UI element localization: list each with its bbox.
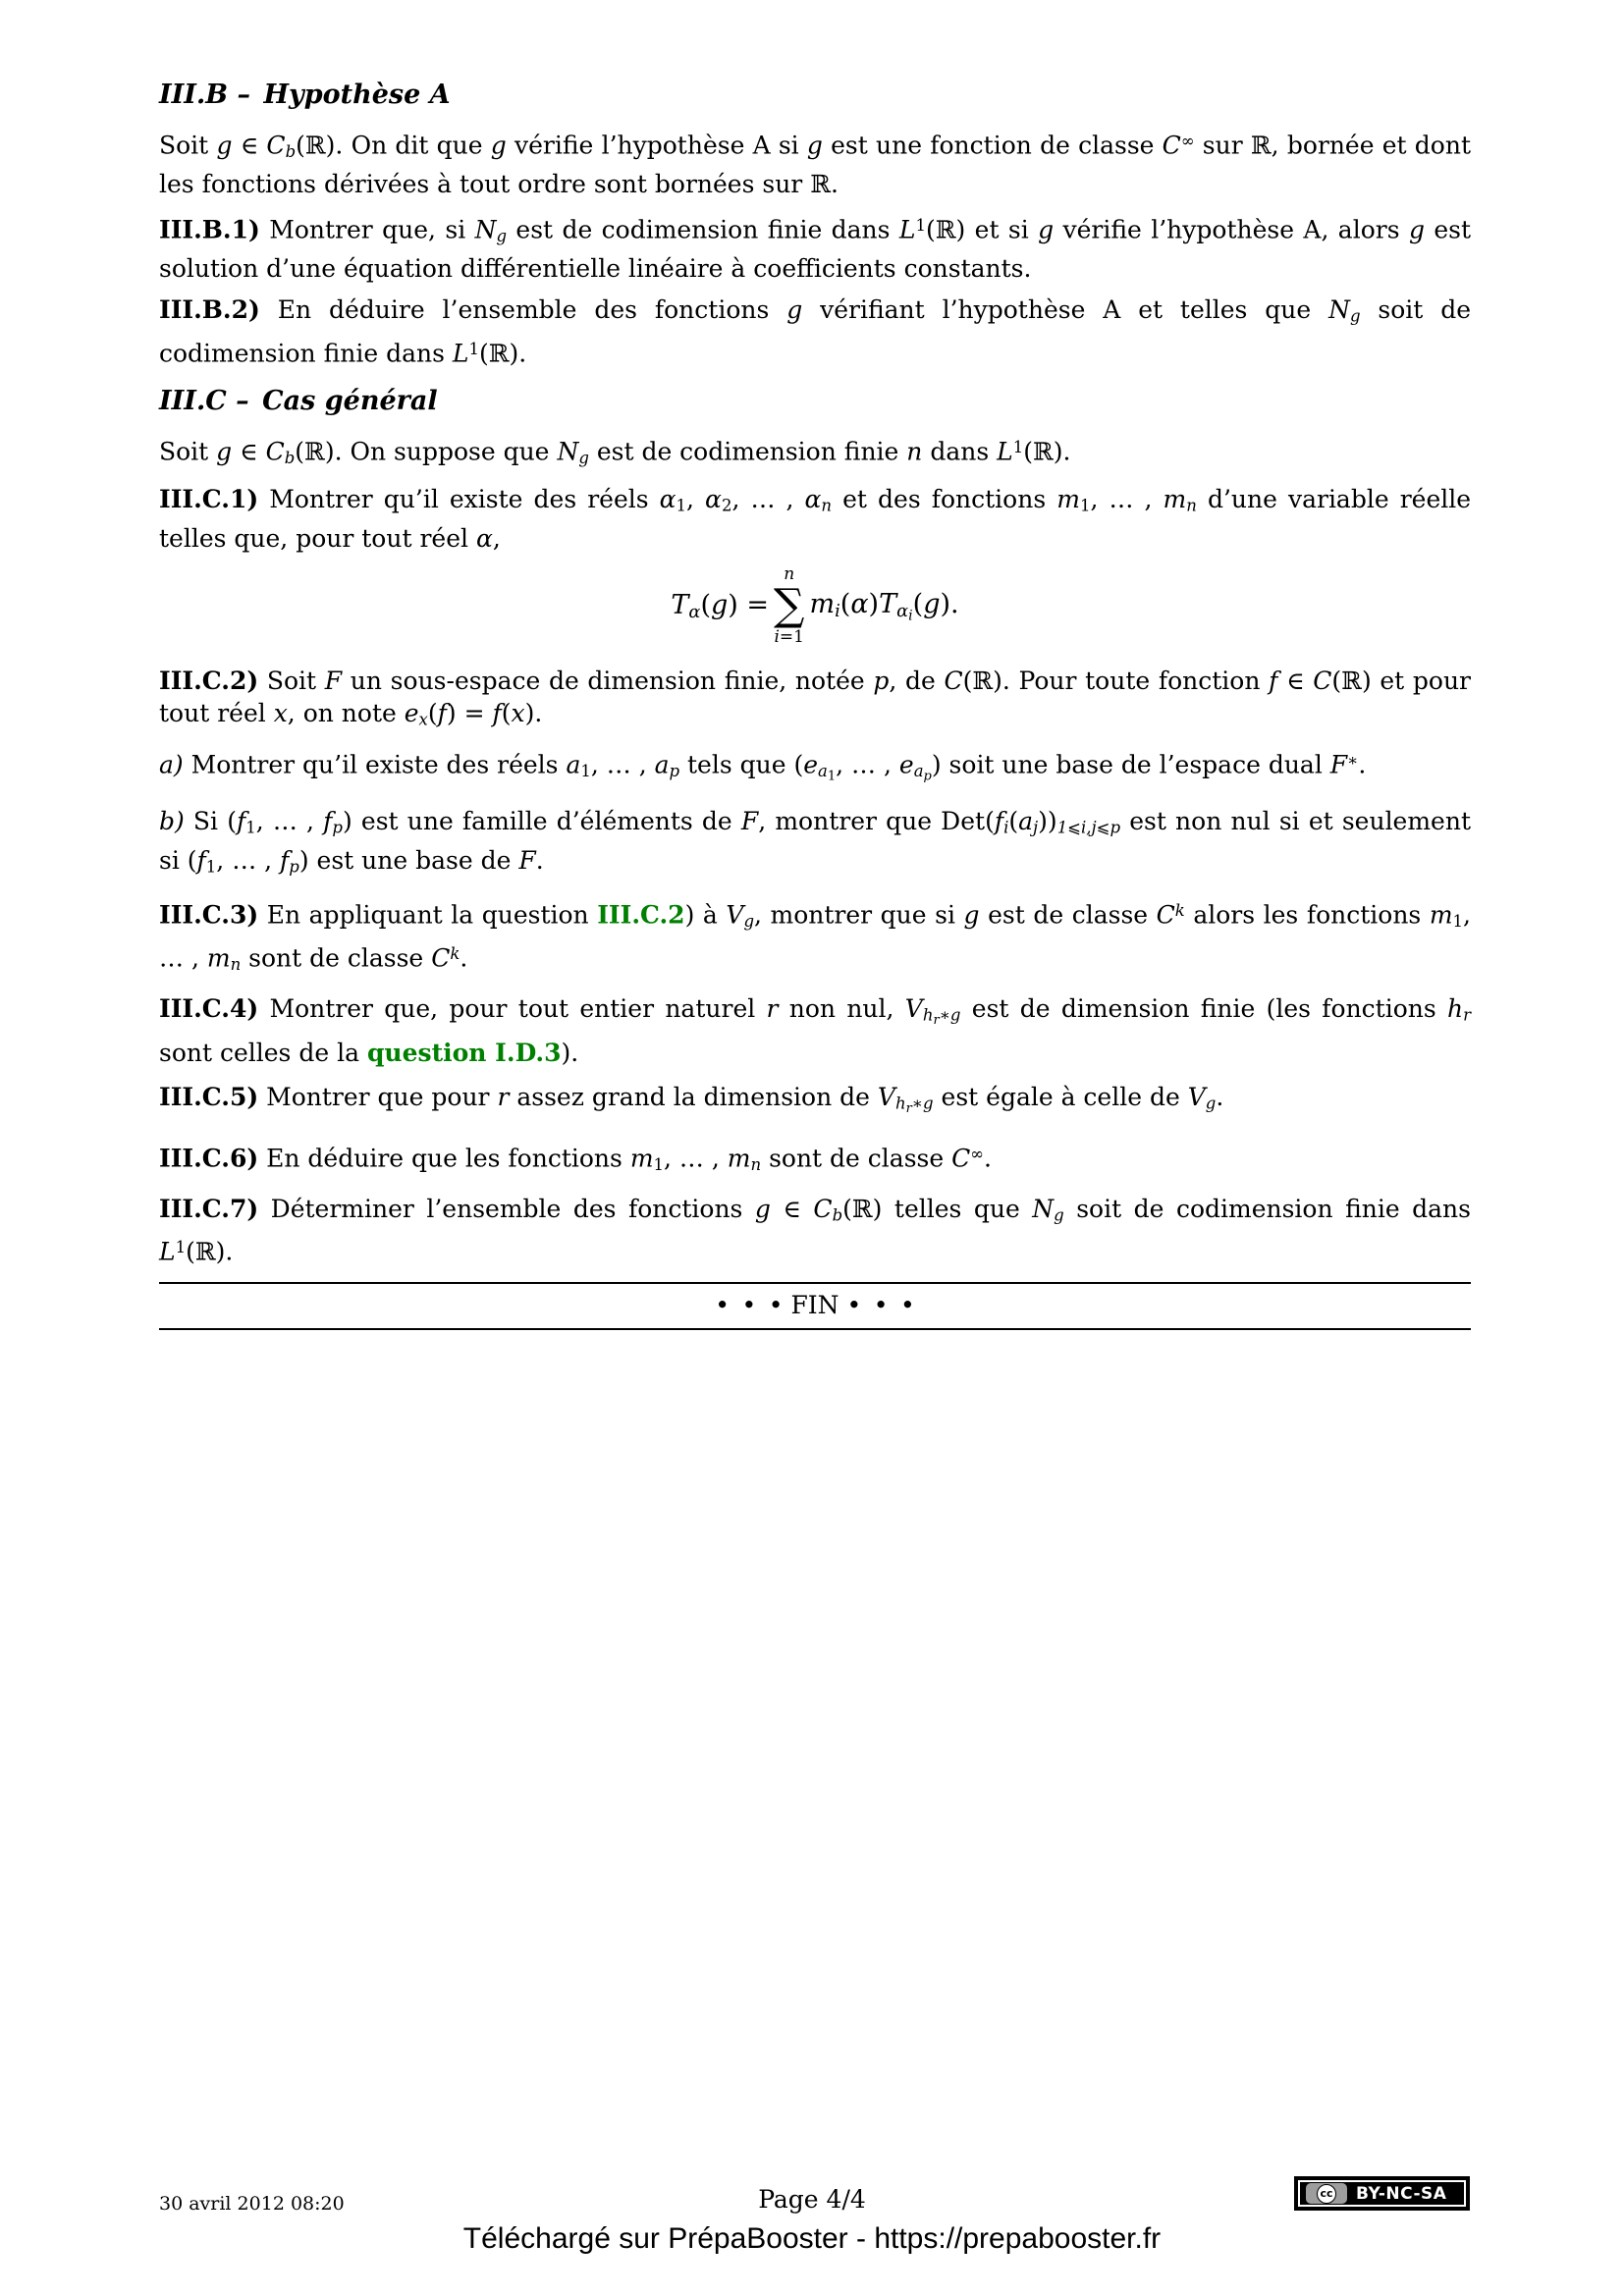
text-run: r [1463,1005,1471,1025]
text-run: Soit [159,131,217,160]
text-run: 1 [827,770,837,784]
text-run: e [404,698,419,727]
footer-page-number: Page 4/4 [758,2185,866,2214]
text-run: ∗g [939,1005,961,1025]
text-run: g [754,1194,771,1223]
fin-label: • • • FIN • • • [715,1290,915,1319]
text-run: , de [889,666,945,695]
text-run: (ℝ). On suppose que [295,437,558,466]
text-run: a) [159,750,184,779]
summation-operator [774,563,805,647]
text-run: 1 [1452,912,1464,932]
text-run: α [688,602,701,623]
text-run: f [492,698,502,727]
question-IIIC2 [159,665,1471,736]
text-run: C [951,1144,971,1173]
text-run: x [273,698,288,727]
text-run: g [578,449,589,468]
text-run: α [475,523,493,553]
text-run: III.B – Hypothèse A [159,80,451,110]
text-run: dans [922,437,998,466]
text-run: (ℝ). Pour toute fonction [962,666,1270,695]
text-run: g [1205,1095,1217,1114]
text-run: h [1447,994,1464,1024]
text-run: r [497,1083,510,1112]
text-run: f [994,807,1004,835]
text-run: g [710,590,729,621]
text-run: est une fonction de classe [822,131,1163,160]
text-run: ) = [728,590,770,621]
text-run: ). [524,698,543,727]
text-run: , on note [287,698,405,727]
text-run: L [452,339,469,368]
text-run: g [490,131,507,160]
sum-lower-limit [774,628,804,647]
text-run: , … , [216,845,281,875]
text-run: a [913,762,924,781]
cross-reference-link[interactable]: question I.D.3 [366,1039,562,1068]
text-run: m [629,1144,654,1173]
text-run: (ℝ). [1023,437,1071,466]
text-run: 1 [653,1154,665,1174]
question-IIIC6 [159,1138,1471,1181]
text-run: , … , [590,750,655,779]
text-run: III.C.6) [159,1144,259,1173]
text-run: III.C – Cas général [159,386,438,417]
text-run: C [1162,131,1181,160]
text-run: f [323,807,333,835]
text-run: , … , [1090,485,1164,514]
text-run: est de codimension finie [588,437,907,466]
text-run: assez grand la dimension de [509,1083,878,1112]
text-run: i [908,608,913,624]
text-run: , … , [255,807,324,835]
text-run: V [904,994,923,1024]
text-run: 1 [580,762,591,781]
text-run: p [669,762,680,781]
text-run: ∞ [1180,132,1195,150]
display-equation [159,563,1471,647]
text-run: vérifiant l’hypothèse A et telles que [802,295,1329,325]
question-IIIC5 [159,1081,1471,1125]
text-run: . [984,1144,992,1173]
text-run: ( [427,698,438,727]
text-run: sont celles de la [159,1039,367,1068]
text-run: Montrer que, pour tout entier naturel [258,994,767,1024]
text-run: α [705,485,722,514]
text-run: Soit [258,666,325,695]
text-run: F [1329,750,1348,779]
text-run: f [236,807,246,835]
text-run: L [159,1237,176,1266]
text-run: x [511,698,525,727]
section-heading-IIIC [159,385,1471,417]
text-run: a [818,762,828,781]
text-run: ( [700,590,711,621]
text-run: C [944,666,963,695]
end-separator [159,1282,1471,1330]
text-run: g [1038,215,1055,244]
text-run: Montrer que pour [258,1083,498,1112]
text-run: ) [868,588,880,619]
text-run: g [216,437,233,466]
text-run: En déduire l’ensemble des fonctions [259,295,787,325]
text-run: alors les fonctions [1184,900,1430,930]
text-run: ∈ [232,131,267,160]
question-IIIB2 [159,294,1471,369]
text-run: (ℝ). [479,339,527,368]
text-run: ) = [446,698,493,727]
text-run: 1 [1079,496,1091,515]
text-run: est solution d’une équation différentielle linéaire à coefficients constants. [159,215,1472,284]
text-run: n [906,437,923,466]
text-run: ) soit une base de l’espace dual [931,750,1330,779]
text-run: Soit [159,437,217,466]
text-run: C [1156,900,1175,930]
text-run: III.C.2) [159,666,259,695]
text-run: ) est une famille d’éléments de [342,807,741,835]
text-run: 1 [676,496,687,515]
text-run: m [1429,900,1453,930]
text-run: un sous-espace de dimension finie, notée [342,666,874,695]
text-run: p [873,666,890,695]
text-run: p [923,770,932,784]
text-run: (ℝ). On dit que [296,131,491,160]
text-run: h [894,1095,906,1114]
text-run: sont de classe [761,1144,952,1173]
text-run: est de codimension finie dans [507,215,899,244]
text-run: vérifie l’hypothèse A, alors [1054,215,1409,244]
question-IIIC1 [159,483,1471,555]
text-run: F [324,666,343,695]
text-run: α [659,485,677,514]
text-run: a [654,750,670,779]
text-run: Montrer qu’il existe des réels [183,750,567,779]
text-run: C [265,437,285,466]
text-run: f [196,845,206,875]
text-run: e [898,750,914,779]
text-run: En déduire que les fonctions [258,1144,630,1173]
text-run: T [879,588,897,619]
text-run: vérifie l’hypothèse A si [506,131,807,160]
text-run: n [230,955,242,975]
text-run: m [206,943,231,973]
text-run: (ℝ) et si [925,215,1039,244]
text-run: ) est une base de [298,845,519,875]
text-run: 1⩽i,j⩽p [1056,818,1121,837]
text-run: III.C.3) [159,900,259,930]
text-run: est non nul si et seulement si ( [159,807,1472,875]
text-run: V [877,1083,895,1112]
text-run: est de classe [979,900,1157,930]
text-run: , … , [159,900,1471,973]
text-run: α [850,588,869,619]
license-label: BY-NC-SA [1356,2183,1447,2204]
text-run: b [285,142,297,162]
cc-license-badge[interactable] [1294,2176,1470,2211]
text-run: 1 [1012,438,1024,457]
text-run: ( [501,698,512,727]
text-run: F [518,845,536,875]
text-run: ) à [684,900,727,930]
question-IIIC3 [159,894,1471,981]
text-run: =1 [779,626,804,647]
text-run: , … , [836,750,899,779]
text-run: (ℝ). [186,1237,234,1266]
text-run: , … , [664,1144,728,1173]
text-run: C [431,943,451,973]
text-run: i [1003,818,1009,837]
cc-icon: cc [1317,2184,1336,2204]
text-run: . [535,845,544,875]
text-run: ( [1008,807,1019,835]
text-run: f [1269,666,1278,695]
text-run: non nul, [778,994,905,1024]
text-run: 1 [175,1238,187,1257]
text-run: ). [561,1039,579,1068]
text-run: g [1408,215,1425,244]
text-run: ( [839,588,851,619]
text-run: α [896,600,909,621]
text-run: d’une variable réelle telles que, pour tout réel [159,485,1472,553]
text-run: III.C.1) [159,485,259,514]
text-run: Si ( [184,807,237,835]
text-run: ∗g [911,1095,934,1114]
text-run: T [671,590,689,621]
text-run: g [1054,1205,1064,1225]
text-run: m [809,588,836,619]
text-run: r [905,1101,912,1117]
text-run: h [922,1005,934,1025]
text-run: m [1163,485,1187,514]
cc-sticker [1306,2183,1347,2204]
text-run: 1 [205,857,217,877]
text-run: (ℝ) et pour tout réel [159,666,1472,727]
text-run: 2 [721,496,732,515]
text-run: k [450,944,460,964]
text-run: g [786,295,803,325]
document-page [159,79,1471,1330]
text-run: 1 [468,339,479,358]
text-run: C [266,131,286,160]
text-run: III.B.1) [159,215,260,244]
sigma-icon: ∑ [774,579,805,630]
text-run: est égale à celle de [933,1083,1188,1112]
text-run: b [284,449,296,468]
text-run: ( [912,588,924,619]
text-run: III.C.5) [159,1083,259,1112]
text-run: III.C.4) [159,994,259,1024]
question-IIIC4 [159,992,1471,1069]
text-run: C [813,1194,833,1223]
text-run: ∗ [1347,751,1359,771]
text-run: ∈ [232,437,266,466]
text-run: (ℝ) telles que [842,1194,1033,1223]
text-run: f [437,698,447,727]
text-run: est de dimension finie (les fonctions [960,994,1447,1024]
text-run: i [835,600,840,621]
text-run: , montrer que Det( [758,807,995,835]
text-run: p [289,857,299,877]
text-run: et des fonctions [832,485,1057,514]
question-IIIC2b [159,805,1471,882]
text-run: b) [159,807,185,835]
text-run: , [492,523,501,553]
text-run: En appliquant la question [258,900,598,930]
text-run: ∈ [1277,666,1314,695]
section-heading-IIIB [159,79,1471,111]
text-run: g [923,588,941,619]
text-run: , [686,485,706,514]
cc-badge-inner [1300,2182,1464,2205]
text-run: N [1328,295,1350,325]
cross-reference-link[interactable]: III.C.2 [597,900,685,930]
text-run: g [216,131,233,160]
text-run: , montrer que si [754,900,964,930]
text-run: F [740,807,759,835]
text-run: p [332,818,343,837]
question-IIIC2a [159,744,1471,793]
text-run: N [474,215,497,244]
text-run: soit de codimension finie dans [1063,1194,1471,1223]
question-IIIB1 [159,209,1471,285]
text-run: . [460,943,468,973]
footer-date: 30 avril 2012 08:20 [159,2193,345,2215]
equation-lhs [671,590,769,622]
text-run: )) [1038,807,1057,835]
equation-rhs [809,589,958,624]
text-run: sont de classe [241,943,432,973]
text-run: C [1313,666,1332,695]
text-run: m [1056,485,1080,514]
download-banner-link[interactable]: Téléchargé sur PrépaBooster - https://prepabooster.fr [462,2222,1162,2255]
text-run: III.B.2) [159,295,260,325]
text-run: L [898,215,916,244]
text-run: L [997,437,1013,466]
text-run: N [1032,1194,1055,1223]
text-run: tels que ( [679,750,804,779]
paragraph-cas-general [159,431,1471,474]
text-run: . [1216,1083,1224,1112]
text-run: N [557,437,579,466]
text-run: j [1033,818,1039,837]
text-run: sur ℝ, bornée et dont les fonctions dérivées à tout ordre sont bornées sur ℝ. [159,131,1472,199]
text-run: , … , [731,485,805,514]
text-run: r [766,994,779,1024]
text-run: g [1349,306,1361,326]
text-run: α [804,485,822,514]
text-run: g [806,131,823,160]
text-run: III.C.7) [159,1194,259,1223]
text-run: ∈ [770,1194,814,1223]
text-run: a [1018,807,1034,835]
text-run: i [774,626,780,647]
text-run: 1 [915,216,926,236]
text-run: b [832,1205,843,1225]
text-run: f [280,845,290,875]
text-run: a [566,750,581,779]
text-run: n [821,496,833,515]
text-run: m [727,1144,751,1173]
text-run: r [933,1013,940,1029]
text-run: ). [940,588,959,619]
text-run: e [803,750,819,779]
text-run: g [743,912,754,932]
text-run: V [1187,1083,1206,1112]
text-run: x [418,710,428,729]
text-run: n [784,563,795,584]
text-run: Montrer qu’il existe des réels [258,485,660,514]
text-run: g [496,227,508,246]
question-IIIC7 [159,1193,1471,1268]
text-run: ∞ [970,1144,984,1163]
text-run: Déterminer l’ensemble des fonctions [258,1194,755,1223]
text-run: V [726,900,744,930]
text-run: n [1186,496,1197,515]
text-run: . [1358,750,1367,779]
text-run: g [963,900,980,930]
text-run: Montrer que, si [259,215,475,244]
paragraph-hypothese-A [159,125,1471,200]
text-run: 1 [245,818,256,837]
text-run: n [750,1154,762,1174]
text-run: k [1174,901,1185,921]
text-run: soit de codimension finie dans [159,295,1471,368]
